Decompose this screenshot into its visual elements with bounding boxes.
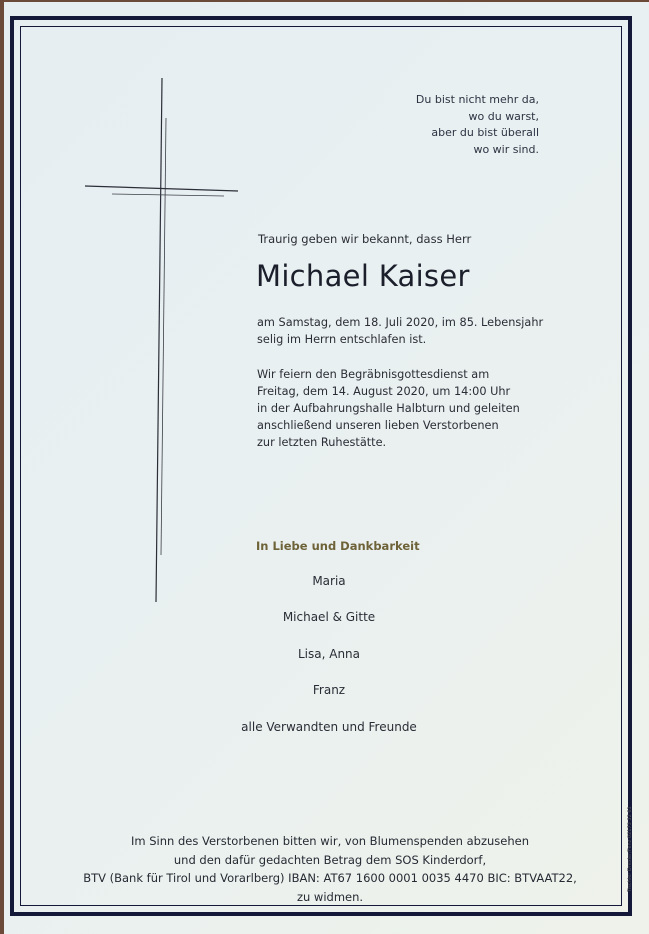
paragraph-line: selig im Herrn entschlafen ist. — [257, 333, 427, 346]
poem-line: aber du bist überall — [431, 126, 539, 139]
mourner-name: alle Verwandten und Freunde — [241, 720, 417, 734]
poem — [319, 92, 539, 158]
paragraph-line: anschließend unseren lieben Verstorbenen — [257, 419, 499, 432]
poem-line: wo du warst, — [468, 109, 539, 123]
poem-line: wo wir sind. — [473, 142, 539, 156]
intro-text: Traurig geben wir bekannt, dass Herr — [258, 232, 472, 246]
paragraph-line: Wir feiern den Begräbnisgottesdienst am — [257, 368, 490, 381]
paragraph-line: Freitag, dem 14. August 2020, um 14:00 Uhr — [257, 385, 511, 398]
footer-line: und den dafür gedachten Betrag dem SOS Kinderdorf, — [173, 852, 487, 867]
dedication: In Liebe und Dankbarkeit — [256, 539, 420, 553]
donation-note — [60, 832, 600, 906]
footer-line: Im Sinn des Verstorbenen bitten wir, von Blumenspenden abzusehen — [131, 834, 529, 848]
funeral-paragraph — [257, 366, 557, 451]
mourner-name: Lisa, Anna — [297, 647, 361, 661]
deceased-name: Michael Kaiser — [256, 259, 470, 293]
death-paragraph — [257, 314, 557, 348]
footer-line: zu widmen. — [296, 889, 364, 904]
mourner-name: Franz — [312, 683, 346, 697]
poem-line: Du bist nicht mehr da, — [415, 93, 539, 106]
mourner-name: Maria — [312, 574, 346, 588]
paragraph-line: zur letzten Ruhestätte. — [257, 436, 387, 449]
paragraph-line: in der Aufbahrungshalle Halbturn und geleiten — [257, 402, 520, 415]
paragraph-line: am Samstag, dem 18. Juli 2020, im 85. Lebensjahr — [257, 316, 544, 329]
footer-line: BTV (Bank für Tirol und Vorarlberg) IBAN: AT67 1600 0001 0035 4470 BIC: BTVAAT22, — [83, 871, 577, 885]
printer-credit: Tischler Drexler/Fenz 02173 32 61 — [627, 806, 633, 892]
mourner-name: Michael & Gitte — [282, 610, 376, 624]
